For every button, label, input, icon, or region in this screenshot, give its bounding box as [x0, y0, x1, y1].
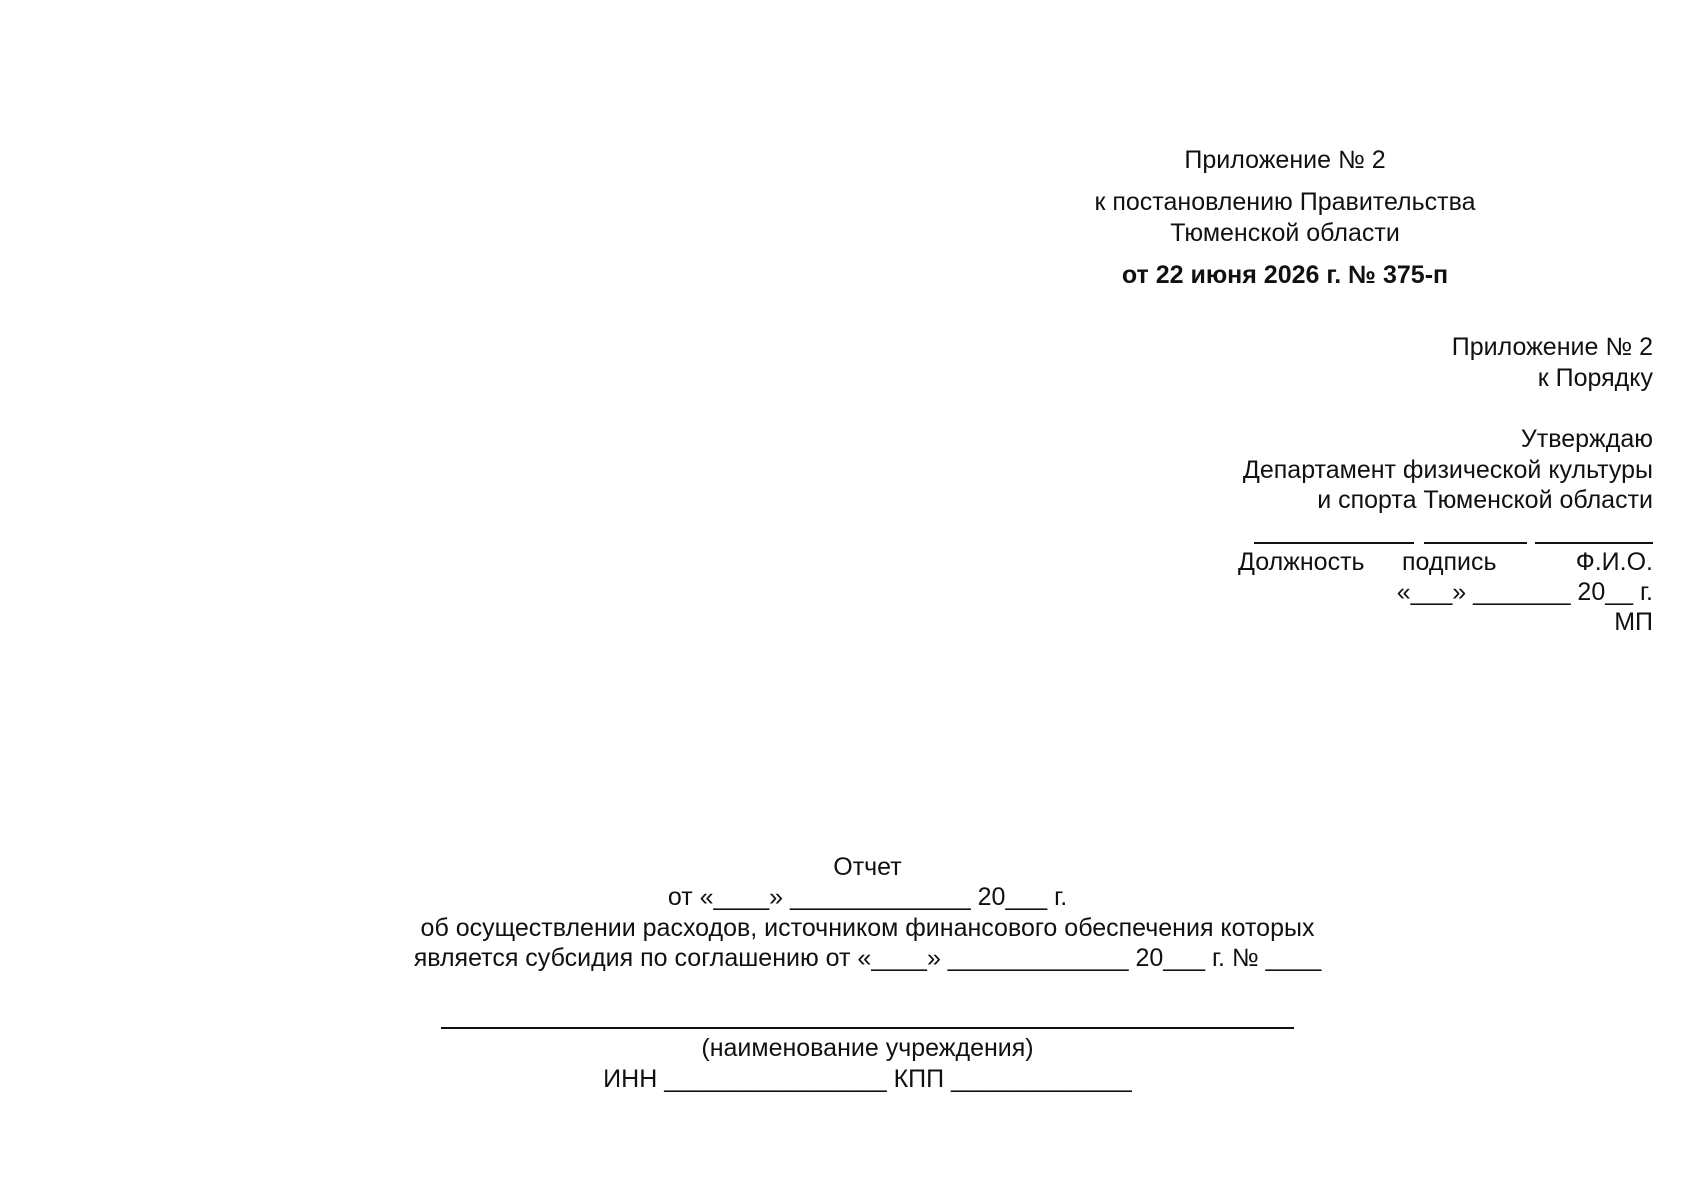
resolution-date-number: от 22 июня 2026 г. № 375-п: [1121, 261, 1449, 289]
report-subject-line1: об осуществлении расходов, источником финансового обеспечения которых: [420, 914, 1315, 942]
position-label: Должность: [1238, 548, 1365, 576]
order-annex-title: Приложение № 2: [1451, 333, 1653, 361]
resolution-annex-title: Приложение № 2: [1184, 146, 1386, 174]
report-date-line: от «____» _____________ 20___ г.: [667, 883, 1068, 911]
report-subject-line2: является субсидия по соглашению от «____» _____________ 20___ г. № ____: [413, 944, 1322, 972]
approval-date-line: «___» _______ 20__ г.: [1396, 578, 1653, 606]
approval-department-line1: Департамент физической культуры: [1242, 456, 1653, 484]
approval-department-line2: и спорта Тюменской области: [1317, 486, 1653, 514]
order-reference: к Порядку: [1537, 364, 1653, 392]
position-blank-line: [1254, 542, 1414, 544]
resolution-reference: к постановлению Правительства: [1094, 188, 1476, 216]
name-blank-line: [1535, 542, 1653, 544]
signature-blank-line: [1424, 542, 1527, 544]
institution-name-blank-line: [441, 1027, 1294, 1029]
seal-place: МП: [1614, 608, 1653, 636]
signature-label: подпись: [1402, 548, 1497, 576]
approval-heading: Утверждаю: [1520, 425, 1653, 453]
name-label: Ф.И.О.: [1575, 548, 1653, 576]
resolution-region: Тюменской области: [1170, 219, 1400, 247]
report-title: Отчет: [833, 853, 902, 881]
inn-kpp-line: ИНН ________________ КПП _____________: [603, 1065, 1132, 1093]
institution-name-caption: (наименование учреждения): [701, 1034, 1034, 1062]
